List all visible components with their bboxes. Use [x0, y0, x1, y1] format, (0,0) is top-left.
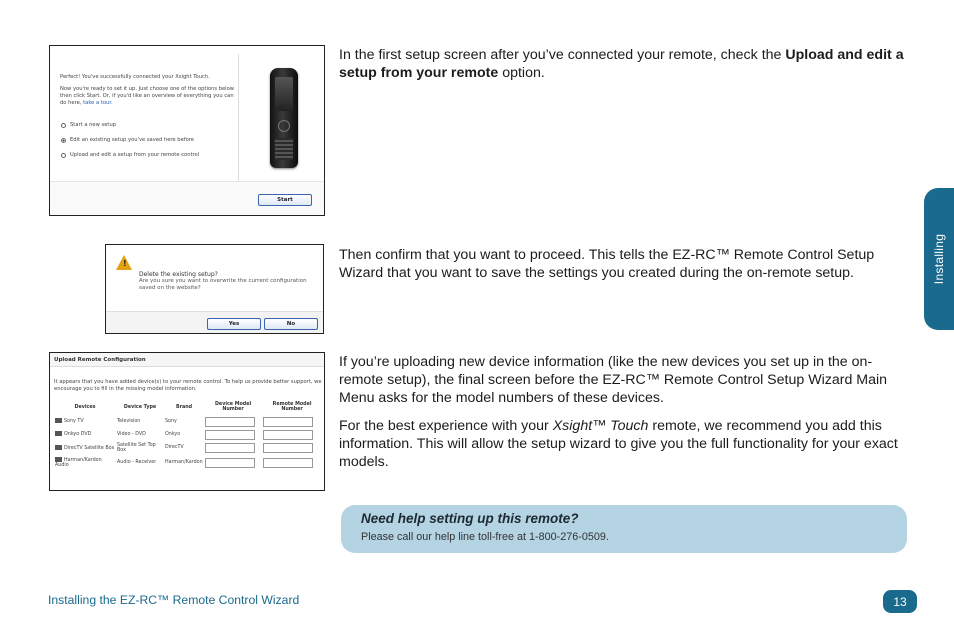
tour-link[interactable]: take a tour. [83, 100, 113, 106]
section-tab-label: Installing [932, 233, 946, 285]
text: In the first setup screen after you’ve connected your remote, check the [339, 47, 786, 63]
help-text: Please call our help line toll-free at 1-800-276-0509. [361, 531, 609, 543]
device-type: Audio - Receiver [117, 459, 157, 465]
upload-title: Upload Remote Configuration [50, 353, 324, 367]
warning-icon: ! [116, 255, 132, 270]
device-name: Onkyo DVD [64, 432, 92, 438]
remote-keypad [275, 138, 293, 160]
col-remote-model: Remote Model Number [272, 402, 312, 412]
paragraph-upload-option [339, 46, 909, 82]
device-type: Satellite Set Top Box [117, 442, 156, 453]
device-type: Video - DVD [117, 431, 146, 437]
paragraph-confirm: Then confirm that you want to proceed. This tells the EZ-RC™ Remote Control Setup Wizard that you want to save the settings you created during the on-remote setup. [339, 247, 875, 281]
device-model-input[interactable] [205, 417, 255, 427]
device-name: Harman/Kardon Audio [55, 457, 102, 468]
divider [238, 54, 239, 184]
text: option. [498, 65, 545, 81]
setup-options-screenshot [49, 45, 325, 216]
col-devices: Devices [74, 404, 96, 410]
radio-icon[interactable] [61, 153, 66, 158]
setup-intro-line1: Perfect! You've successfully connected your Xsight Touch. [60, 74, 210, 80]
tv-icon [55, 418, 62, 423]
section-tab [924, 188, 954, 330]
device-name: DirecTV Satellite Box [64, 445, 115, 451]
help-callout [341, 505, 907, 553]
table-header-row [54, 401, 322, 415]
radio-icon[interactable] [61, 123, 66, 128]
remote-screen [275, 77, 293, 111]
table-row [54, 455, 322, 470]
text: For the best experience with your [339, 418, 553, 434]
option-label: Edit an existing setup you've saved here before [70, 137, 194, 143]
col-brand: Brand [175, 404, 193, 410]
paragraph-recommend [339, 417, 909, 471]
product-name: Xsight™ Touch [552, 418, 649, 434]
no-button[interactable]: No [264, 318, 318, 330]
device-model-input[interactable] [205, 443, 255, 453]
option-edit-existing[interactable] [61, 137, 199, 143]
device-model-input[interactable] [205, 430, 255, 440]
text: remote, we recommend you add this information. This will allow the setup wizard to give you the full functionality for your exact models. [339, 418, 898, 470]
device-name: Sony TV [64, 419, 84, 425]
audio-icon [55, 457, 62, 462]
paragraph-uploading: If you’re uploading new device information (like the new devices you set up in the on-remote setup), the final screen before the EZ-RC™ Remote Control Setup Wizard Main Menu asks for the model numbers of these devices. [339, 354, 888, 406]
remote-model-input[interactable] [263, 430, 313, 440]
device-model-input[interactable] [205, 458, 255, 468]
upload-intro: It appears that you have added device(s) to your remote control. To help us provide better support, we encourage you to fill in the missing model information. [54, 379, 322, 392]
col-device-type: Device Type [123, 404, 157, 410]
footer-title: Installing the EZ-RC™ Remote Control Wizard [48, 593, 300, 607]
upload-config-screenshot [49, 352, 325, 491]
option-new-setup[interactable] [61, 122, 199, 128]
start-button[interactable]: Start [258, 194, 312, 206]
device-brand: Sony [165, 418, 177, 424]
remote-dpad [278, 120, 290, 132]
remote-control-image [270, 68, 298, 168]
dvd-icon [55, 431, 62, 436]
device-brand: DirecTV [165, 445, 184, 451]
table-row [54, 415, 322, 428]
device-type: Television [117, 418, 141, 424]
device-table [54, 401, 322, 470]
option-label: Upload and edit a setup from your remote control [70, 152, 200, 158]
yes-button[interactable]: Yes [207, 318, 261, 330]
device-brand: Onkyo [165, 431, 181, 437]
help-title: Need help setting up this remote? [361, 511, 579, 526]
confirm-dialog-screenshot [105, 244, 324, 334]
table-row [54, 441, 322, 455]
satellite-icon [55, 445, 62, 450]
radio-selected-icon[interactable] [61, 138, 66, 143]
remote-model-input[interactable] [263, 458, 313, 468]
option-upload-from-remote[interactable] [61, 152, 199, 158]
remote-model-input[interactable] [263, 443, 313, 453]
page-number: 13 [883, 590, 917, 613]
setup-intro-line2: Now you're ready to set it up. Just choose one of the options below then click Start. Or, if you'd like an overview of everything you can do here, [60, 86, 235, 106]
option-label: Start a new setup [70, 122, 117, 128]
setup-option-list [61, 122, 199, 167]
table-row [54, 428, 322, 441]
device-brand: Harman/Kardon [165, 459, 203, 465]
bold-option-name: Upload and edit a setup from your remote [339, 47, 904, 81]
dialog-message: Are you sure you want to overwrite the current configuration saved on the website? [139, 278, 307, 291]
setup-intro [60, 74, 238, 112]
dialog-title: Delete the existing setup? [139, 271, 218, 278]
remote-model-input[interactable] [263, 417, 313, 427]
col-device-model: Device Model Number [214, 402, 252, 412]
